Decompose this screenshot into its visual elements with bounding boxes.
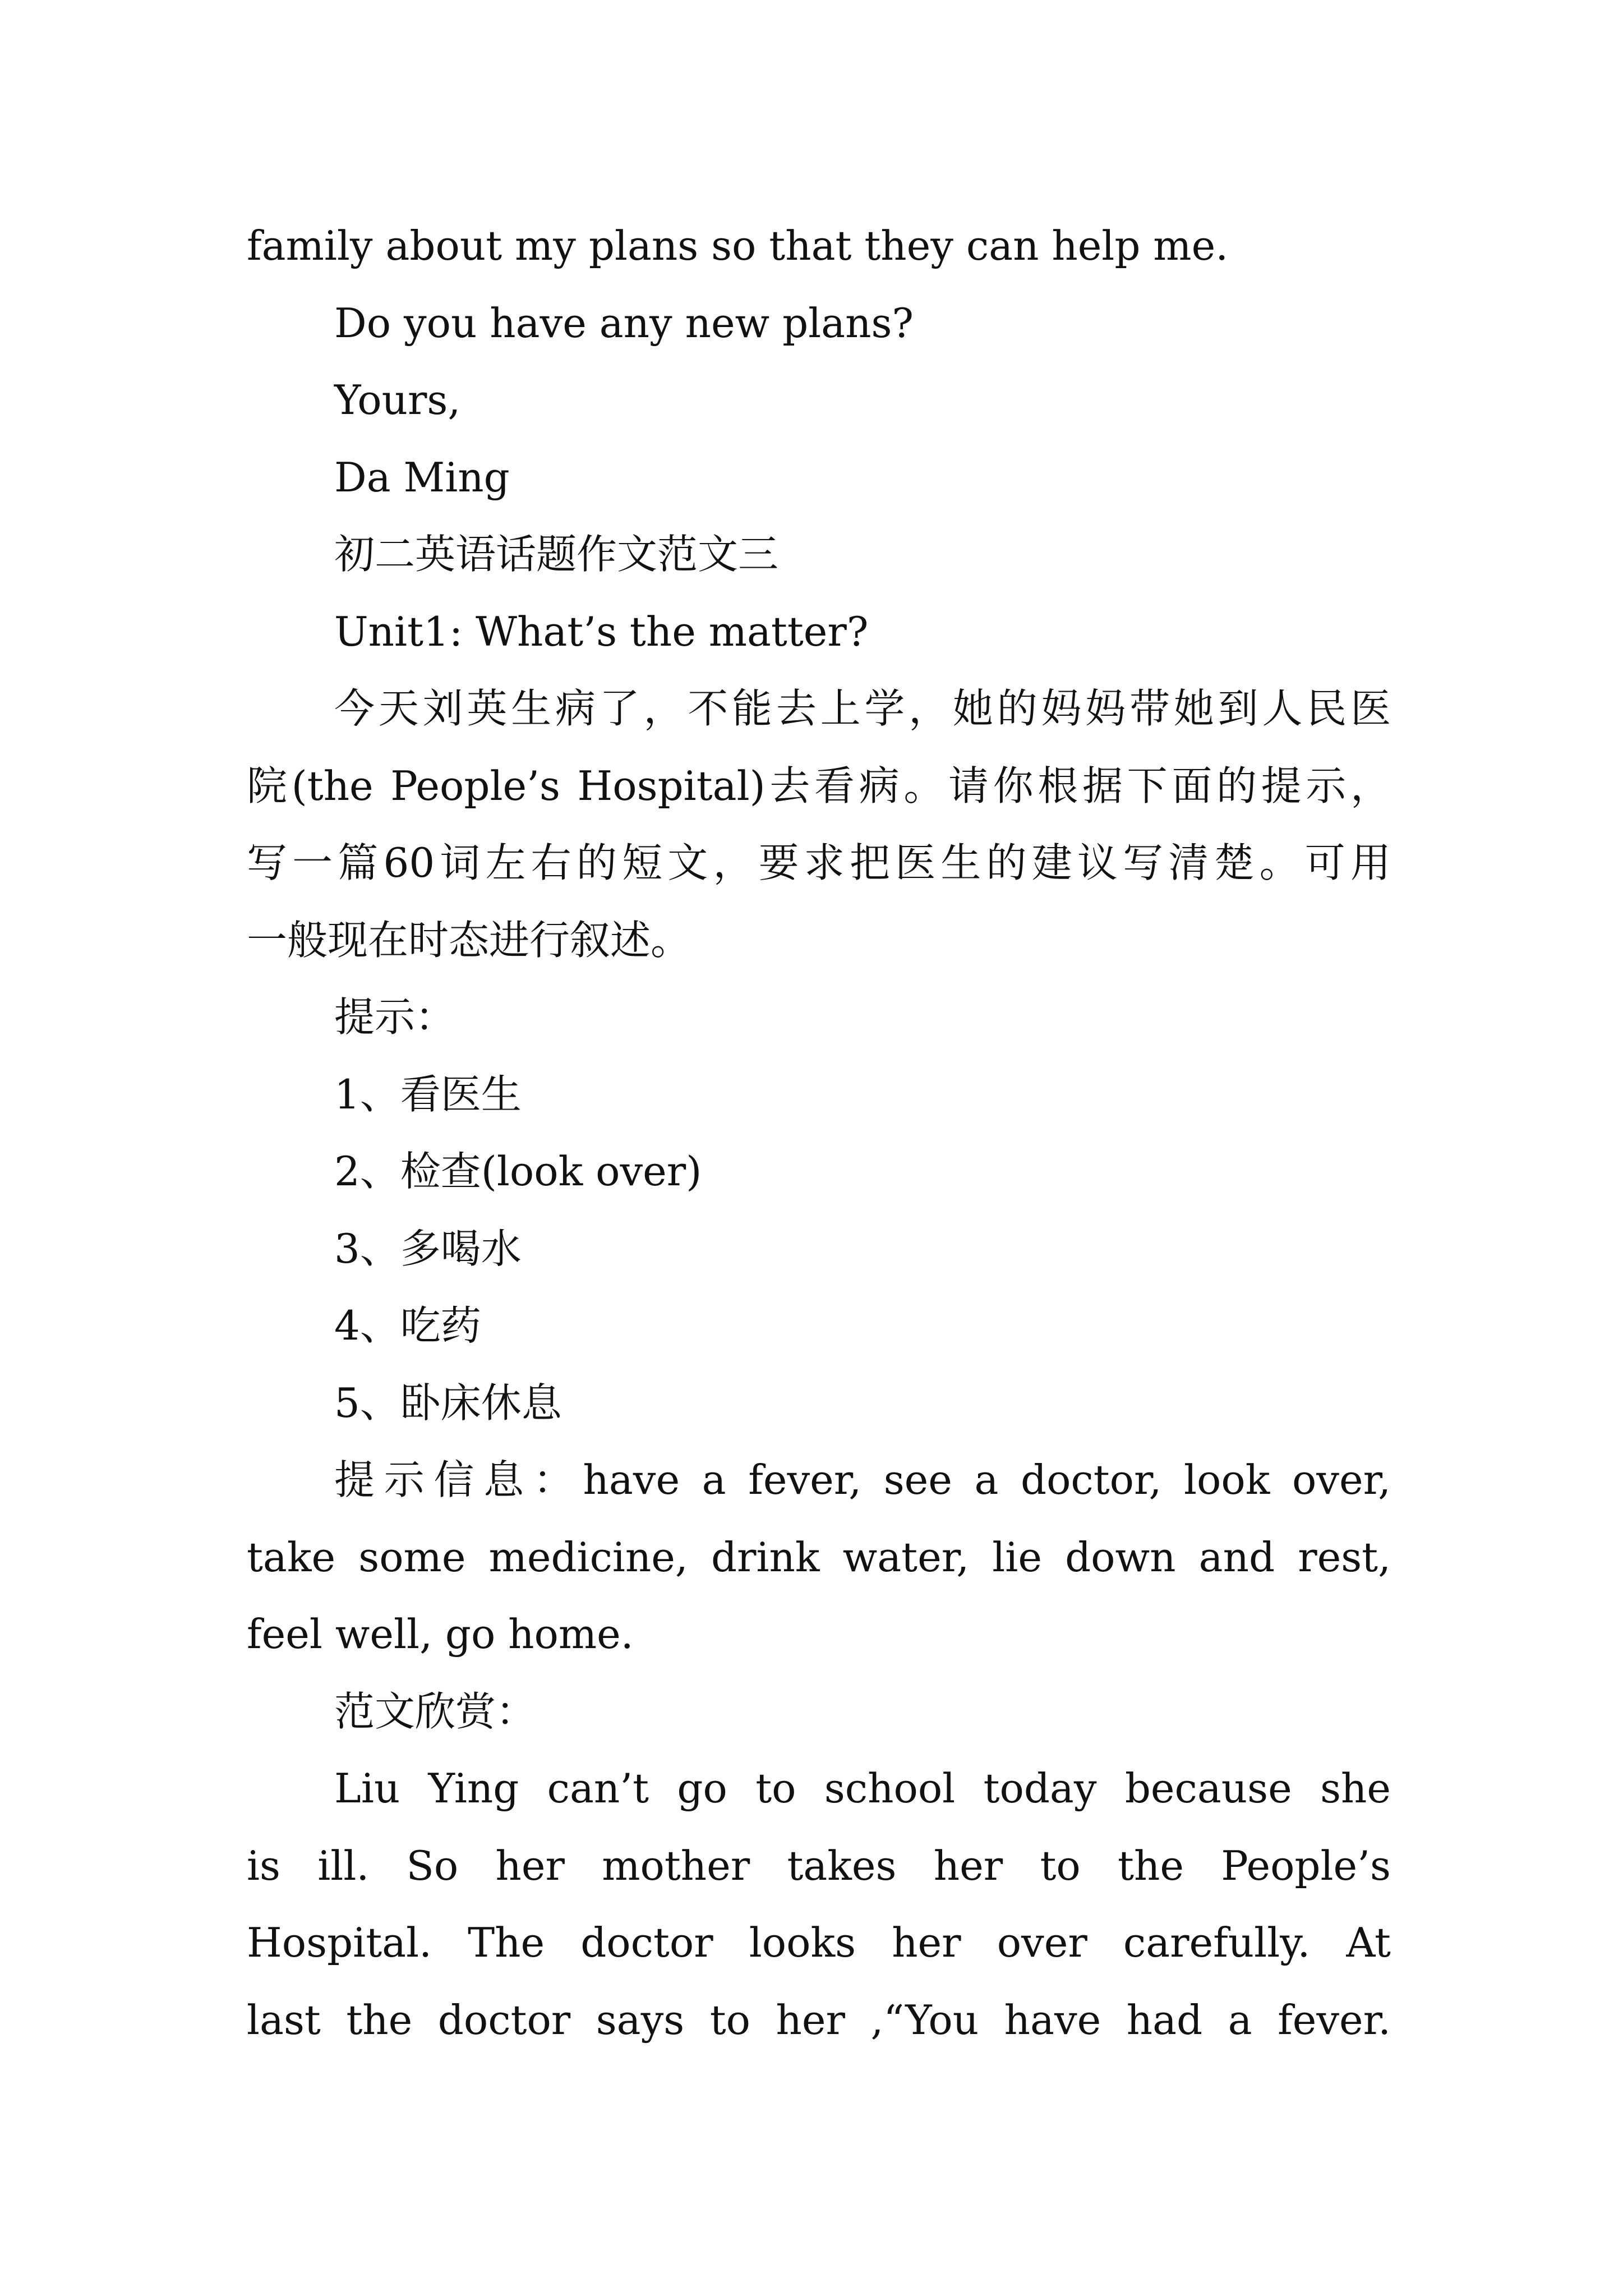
hint-item: 3、多喝水 [334,1225,522,1272]
prompt-line: 院(the People’s Hospital)去看病。请你根据下面的提示， [247,762,1391,809]
hint-info-line: feel well, go home. [247,1611,634,1658]
model-essay-line: is ill. So her mother takes her to the People’s [247,1842,1391,1889]
letter-question: Do you have any new plans? [334,299,914,347]
hint-item: 5、卧床休息 [334,1379,562,1427]
document-body [247,208,1391,2059]
hint-info-line: take some medicine, drink water, lie down and rest, [247,1533,1391,1581]
hint-item: 1、看医生 [334,1070,522,1118]
hints-label: 提示： [334,993,456,1041]
letter-text-line: family about my plans so that they can help me. [247,222,1229,269]
letter-signature: Da Ming [334,453,510,501]
prompt-line: 今天刘英生病了，不能去上学，她的妈妈带她到人民医 [334,685,1391,732]
hint-item: 4、吃药 [334,1302,481,1349]
prompt-line: 一般现在时态进行叙述。 [247,916,691,964]
prompt-line: 写一篇60词左右的短文，要求把医生的建议写清楚。可用 [247,839,1391,886]
model-essay-line: Hospital. The doctor looks her over carefully. At [247,1919,1391,1966]
letter-closing: Yours, [334,376,461,424]
model-essay-line: last the doctor says to her ,“You have had a fever. [247,1996,1391,2044]
hint-info-line: 提示信息：have a fever, see a doctor, look over, [334,1456,1391,1503]
section-title: 初二英语话题作文范文三 [334,531,779,578]
model-essay-label: 范文欣赏： [334,1687,537,1735]
unit-title: Unit1: What’s the matter? [334,608,869,655]
hint-item: 2、检查(look over) [334,1148,702,1195]
model-essay-line: Liu Ying can’t go to school today because she [334,1765,1391,1812]
